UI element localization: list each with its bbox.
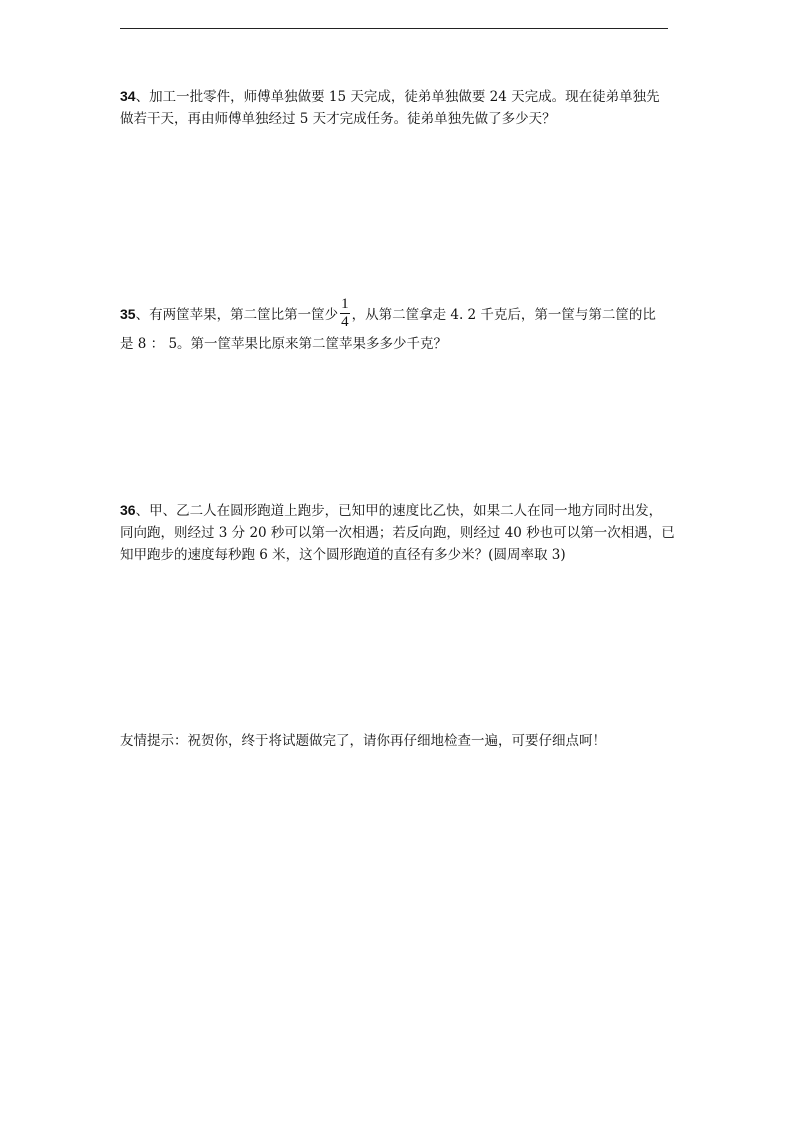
friendly-tip: 友情提示：祝贺你，终于将试题做完了，请你再仔细地检查一遍，可要仔细点呵！ bbox=[120, 733, 606, 749]
question-separator: 、 bbox=[135, 307, 150, 323]
question-35 bbox=[120, 298, 676, 355]
question-34 bbox=[120, 85, 676, 130]
question-35-line-1 bbox=[120, 298, 676, 333]
fraction-numerator: 1 bbox=[341, 296, 349, 312]
question-number: 34 bbox=[120, 88, 136, 104]
question-separator: 、 bbox=[135, 503, 150, 519]
question-separator: 、 bbox=[135, 89, 150, 105]
question-text: ，从第二筐拿走 4. 2 千克后，第一筐与第二筐的比 bbox=[351, 307, 656, 323]
question-text: 甲、乙二人在圆形跑道上跑步，已知甲的速度比乙快，如果二人在同一地方同时出发， bbox=[149, 503, 663, 519]
header-rule bbox=[120, 28, 668, 29]
question-34-line-2: 做若干天，再由师傅单独经过 5 天才完成任务。徒弟单独先做了多少天？ bbox=[120, 111, 556, 127]
fraction-denominator: 4 bbox=[341, 314, 349, 330]
question-36 bbox=[120, 499, 676, 566]
question-number: 36 bbox=[120, 502, 136, 518]
question-36-line-2: 同向跑，则经过 3 分 20 秒可以第一次相遇；若反向跑，则经过 40 秒也可以第一次相遇，已 bbox=[120, 525, 675, 541]
question-text: 有两筐苹果，第二筐比第一筐少 bbox=[149, 307, 339, 323]
fraction bbox=[340, 296, 350, 331]
question-36-line-1 bbox=[120, 499, 676, 522]
question-text: 加工一批零件，师傅单独做要 15 天完成，徒弟单独做要 24 天完成。现在徒弟单独先 bbox=[149, 89, 660, 105]
question-36-line-3: 知甲跑步的速度每秒跑 6 米，这个圆形跑道的直径有多少米？(圆周率取 3) bbox=[120, 547, 566, 563]
question-35-line-2: 是 8 ： 5。第一筐苹果比原来第二筐苹果多多少千克？ bbox=[120, 336, 448, 352]
question-34-line-1 bbox=[120, 85, 676, 108]
question-number: 35 bbox=[120, 306, 136, 322]
